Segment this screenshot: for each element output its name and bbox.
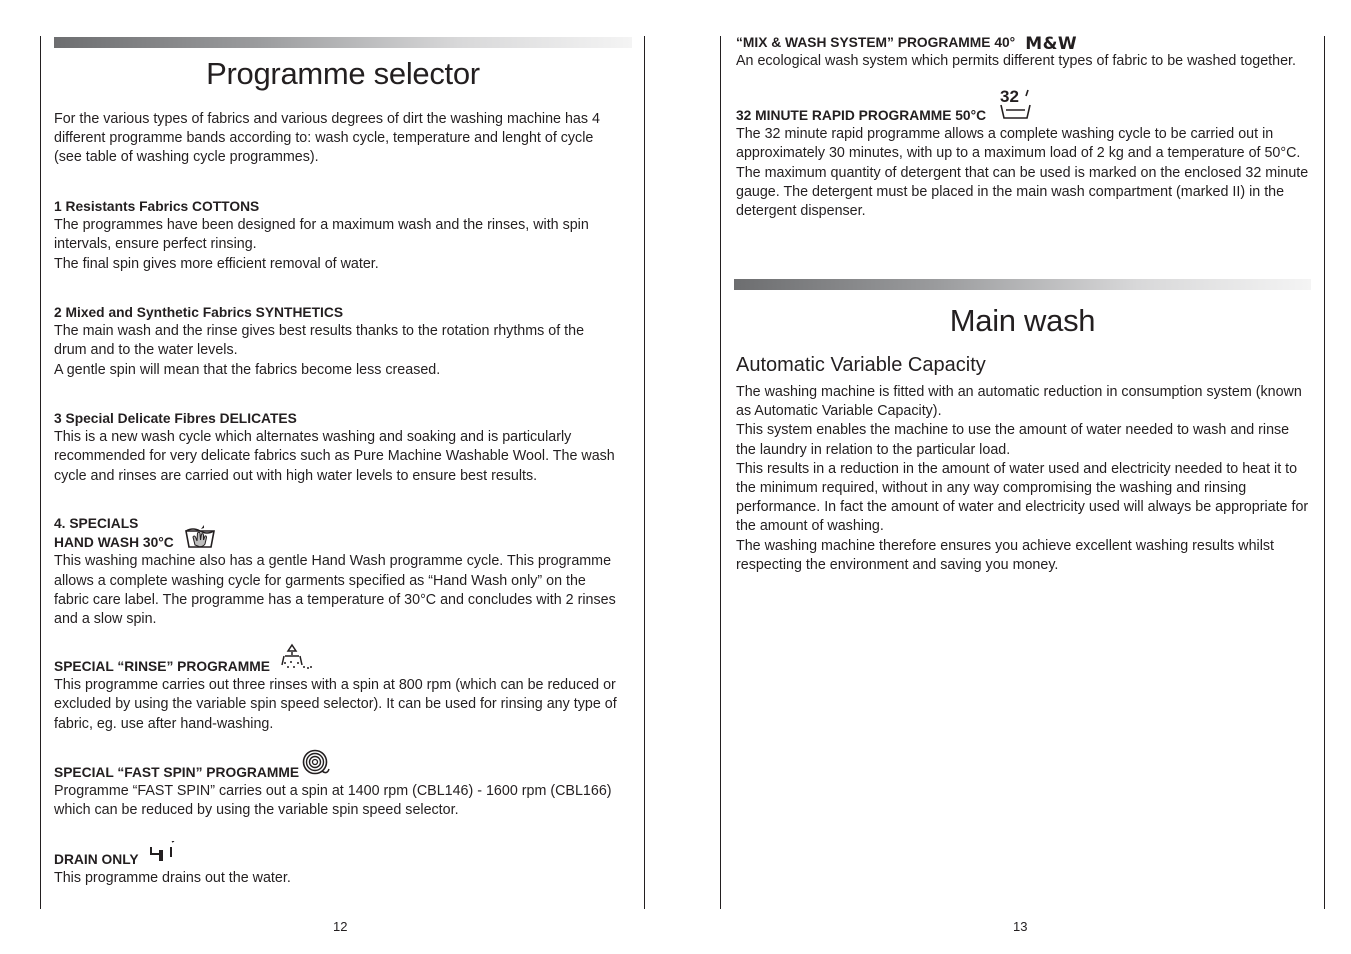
title-gradient-bar bbox=[54, 37, 632, 48]
drain-icon bbox=[149, 841, 177, 868]
hand-wash-icon bbox=[184, 525, 216, 554]
section-32-minute-rapid bbox=[736, 87, 1311, 221]
right-page bbox=[675, 0, 1351, 954]
section-heading-row bbox=[736, 87, 1311, 125]
right-page-left-rule bbox=[720, 36, 721, 909]
section-heading: SPECIAL “FAST SPIN” PROGRAMME bbox=[54, 764, 300, 780]
section-heading: 4. SPECIALS bbox=[54, 515, 139, 531]
rapid-32-icon bbox=[998, 88, 1032, 125]
section-heading: 2 Mixed and Synthetic Fabrics SYNTHETICS bbox=[54, 304, 344, 320]
section-heading-row bbox=[54, 850, 620, 869]
body-text: The washing machine therefore ensures you achieve excellent washing results whilst respecting the environment and saving you money. bbox=[736, 537, 1275, 573]
section-subheading bbox=[54, 533, 620, 552]
section-text: This programme carries out three rinses with a spin at 800 rpm (which can be reduced or excluded by using the variable spin speed selector). It can be used for rinsing any type of fabric, eg. use after hand-washing. bbox=[54, 677, 617, 732]
section-delicates bbox=[54, 409, 620, 486]
left-page bbox=[0, 0, 675, 954]
page-title: Programme selector bbox=[206, 56, 480, 91]
section-heading-row bbox=[54, 657, 620, 676]
right-margin-rule bbox=[1324, 36, 1325, 909]
title-gradient-bar bbox=[734, 279, 1311, 290]
intro-text: For the various types of fabrics and various degrees of dirt the washing machine has 4 different programme bands according to: wash cycle, temperature and lenght of cycle (see table of washing cycle programmes). bbox=[54, 111, 600, 166]
body-text: This system enables the machine to use the amount of water needed to wash and rinse the laundry in relation to the particular load. bbox=[736, 422, 1290, 458]
section-mix-and-wash bbox=[736, 33, 1311, 71]
rapid-32-label: 32 bbox=[1000, 87, 1019, 106]
left-margin-rule bbox=[40, 36, 41, 909]
section-text: The 32 minute rapid programme allows a complete washing cycle to be carried out in approximately 30 minutes, with up to a maximum load of 2 kg and a temperature of 50°C. The maximum quantity of detergent that can be used is marked on the enclosed 32 minute gauge. The detergent must be placed in the main wash compartment (marked II) in the detergent dispenser. bbox=[736, 126, 1309, 219]
body-text: The washing machine is fitted with an automatic reduction in consumption system (known as Automatic Variable Capacity). bbox=[736, 384, 1302, 420]
section-heading-row bbox=[736, 33, 1311, 52]
subheading-text: HAND WASH 30°C bbox=[54, 535, 174, 551]
left-page-right-rule bbox=[644, 36, 645, 909]
intro-paragraph bbox=[54, 110, 620, 168]
rinse-icon bbox=[280, 643, 314, 676]
section-subtitle: Automatic Variable Capacity bbox=[736, 354, 986, 376]
section-cottons bbox=[54, 197, 620, 274]
page-title: Main wash bbox=[949, 303, 1096, 338]
page-number: 12 bbox=[333, 919, 348, 934]
section-text: An ecological wash system which permits different types of fabric to be washed together. bbox=[736, 53, 1296, 70]
section-drain bbox=[54, 850, 620, 888]
section-heading: SPECIAL “RINSE” PROGRAMME bbox=[54, 658, 270, 674]
main-wash-body bbox=[736, 383, 1311, 575]
section-rinse bbox=[54, 657, 620, 734]
section-heading: 3 Special Delicate Fibres DELICATES bbox=[54, 410, 297, 426]
body-text: This results in a reduction in the amount of water used and electricity needed to heat it to the minimum required, without in any way compromising the washing and rinsing performance. In fact the amount of water and electricity used will always be appropriate for the amount of washing. bbox=[736, 460, 1309, 535]
section-text: This programme drains out the water. bbox=[54, 870, 291, 887]
section-text: Programme “FAST SPIN” carries out a spin at 1400 rpm (CBL146) - 1600 rpm (CBL166) which can be reduced by using the variable spin speed selector. bbox=[54, 783, 612, 819]
section-text: The main wash and the rinse gives best results thanks to the rotation rhythms of the drum and to the water levels. bbox=[54, 323, 585, 359]
section-specials bbox=[54, 514, 620, 629]
mix-and-wash-logo: M&W bbox=[1025, 33, 1078, 54]
section-heading: “MIX & WASH SYSTEM” PROGRAMME 40° bbox=[736, 34, 1016, 50]
section-synthetics bbox=[54, 303, 620, 380]
section-heading: 1 Resistants Fabrics COTTONS bbox=[54, 198, 260, 214]
spin-icon bbox=[302, 749, 330, 782]
section-text: A gentle spin will mean that the fabrics become less creased. bbox=[54, 361, 441, 378]
section-text: This washing machine also has a gentle Hand Wash programme cycle. This programme allows a complete washing cycle for garments specified as “Hand Wash only” on the fabric care label. The programme has a temperature of 30°C and concludes with 2 rinses and a slow spin. bbox=[54, 553, 616, 627]
section-heading: 32 MINUTE RAPID PROGRAMME 50°C bbox=[736, 107, 987, 123]
section-text: The programmes have been designed for a maximum wash and the rinses, with spin intervals, ensure perfect rinsing. bbox=[54, 217, 589, 253]
section-text: The final spin gives more efficient removal of water. bbox=[54, 255, 379, 272]
page-number: 13 bbox=[1013, 919, 1028, 934]
section-heading-row bbox=[54, 763, 620, 782]
section-heading: DRAIN ONLY bbox=[54, 851, 139, 867]
section-text: This is a new wash cycle which alternates washing and soaking and is particularly recommended for very delicate fabrics such as Pure Machine Washable Wool. The wash cycle and rinses are carried out with high water levels to ensure best results. bbox=[54, 429, 615, 484]
section-fast-spin bbox=[54, 763, 620, 821]
